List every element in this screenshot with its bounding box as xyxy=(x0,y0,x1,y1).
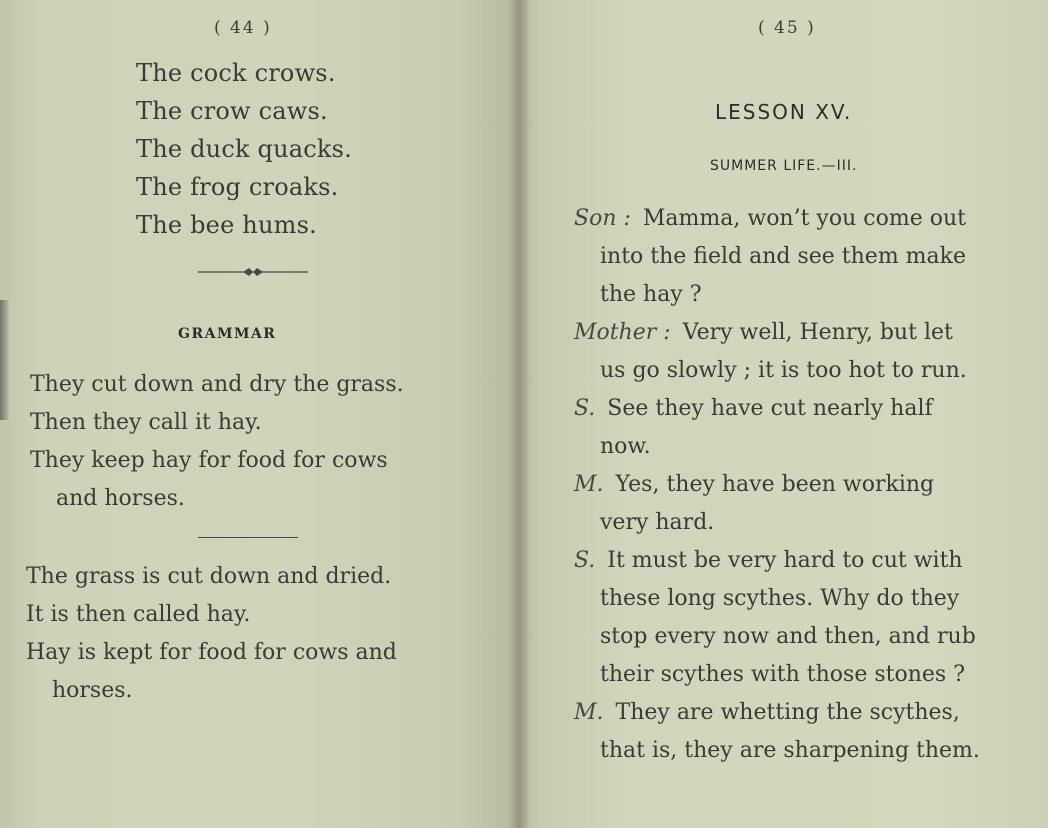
page-edge-shadow xyxy=(0,300,10,420)
page-number-left: ( 44 ) xyxy=(214,18,272,38)
dialogue-text: See they have cut nearly half xyxy=(607,396,933,421)
sentence-line: They keep hay for food for cows xyxy=(30,448,388,473)
right-page xyxy=(518,0,1048,828)
dialogue-turn xyxy=(574,542,1034,694)
dialogue-line: their scythes with those stones ? xyxy=(600,662,965,687)
dialogue-line: now. xyxy=(600,434,651,459)
dialogue-turn xyxy=(574,466,1034,542)
dialogue-turn xyxy=(574,390,1034,466)
sentence-line: horses. xyxy=(52,678,133,703)
dialogue-line: into the field and see them make xyxy=(600,244,967,269)
page-number-right: ( 45 ) xyxy=(758,18,816,38)
speaker-label: Mother : xyxy=(574,320,671,345)
dialogue-turn xyxy=(574,200,1034,314)
dialogue-text: It must be very hard to cut with xyxy=(607,548,963,573)
lesson-title: LESSON XV. xyxy=(715,100,853,124)
dialogue xyxy=(574,200,1034,770)
grammar-sentences-passive xyxy=(26,558,496,710)
dialogue-line: very hard. xyxy=(600,510,715,535)
sentence-line: Hay is kept for food for cows and xyxy=(26,640,397,665)
sentence xyxy=(26,596,496,634)
dialogue-text: Mamma, won’t you come out xyxy=(642,206,966,231)
sentence xyxy=(26,558,496,596)
poem-line: The frog croaks. xyxy=(136,173,339,201)
section-heading-grammar: GRAMMAR xyxy=(178,326,277,342)
poem-line: The cock crows. xyxy=(136,59,336,87)
poem-line: The duck quacks. xyxy=(136,135,352,163)
poem-line: The bee hums. xyxy=(136,211,317,239)
sentence xyxy=(26,634,496,710)
dialogue-line: us go slowly ; it is too hot to run. xyxy=(600,358,967,383)
dialogue-line xyxy=(574,314,1034,352)
dialogue-line xyxy=(574,466,1034,504)
dialogue-turn xyxy=(574,694,1034,770)
ornamental-divider xyxy=(198,262,308,282)
dialogue-text: Very well, Henry, but let xyxy=(682,320,953,345)
speaker-label: S. xyxy=(574,396,596,421)
dialogue-line: that is, they are sharpening them. xyxy=(600,738,980,763)
sentence xyxy=(30,404,490,442)
sentence xyxy=(30,366,490,404)
poem-line: The crow caws. xyxy=(136,97,328,125)
dialogue-line xyxy=(574,390,1034,428)
sentence-line: Then they call it hay. xyxy=(30,410,262,435)
sentence-line: The grass is cut down and dried. xyxy=(26,564,392,589)
sentence-line: They cut down and dry the grass. xyxy=(30,372,404,397)
speaker-label: Son : xyxy=(574,206,631,231)
dialogue-line: these long scythes. Why do they xyxy=(600,586,960,611)
dialogue-text: Yes, they have been working xyxy=(615,472,935,497)
dialogue-line: stop every now and then, and rub xyxy=(600,624,976,649)
speaker-label: M. xyxy=(574,700,604,725)
speaker-label: M. xyxy=(574,472,604,497)
dialogue-turn xyxy=(574,314,1034,390)
dialogue-line xyxy=(574,694,1034,732)
grammar-sentences-active xyxy=(30,366,490,518)
dialogue-line xyxy=(574,200,1034,238)
dialogue-line: the hay ? xyxy=(600,282,702,307)
horizontal-rule xyxy=(198,537,298,538)
speaker-label: S. xyxy=(574,548,596,573)
sentence-line: and horses. xyxy=(56,486,185,511)
dialogue-text: They are whetting the scythes, xyxy=(615,700,960,725)
sentence-line: It is then called hay. xyxy=(26,602,251,627)
sentence xyxy=(30,442,490,518)
lesson-subtitle: SUMMER LIFE.—III. xyxy=(710,158,858,174)
dialogue-line xyxy=(574,542,1034,580)
animal-sounds-poem xyxy=(136,54,352,244)
left-page xyxy=(0,0,518,828)
